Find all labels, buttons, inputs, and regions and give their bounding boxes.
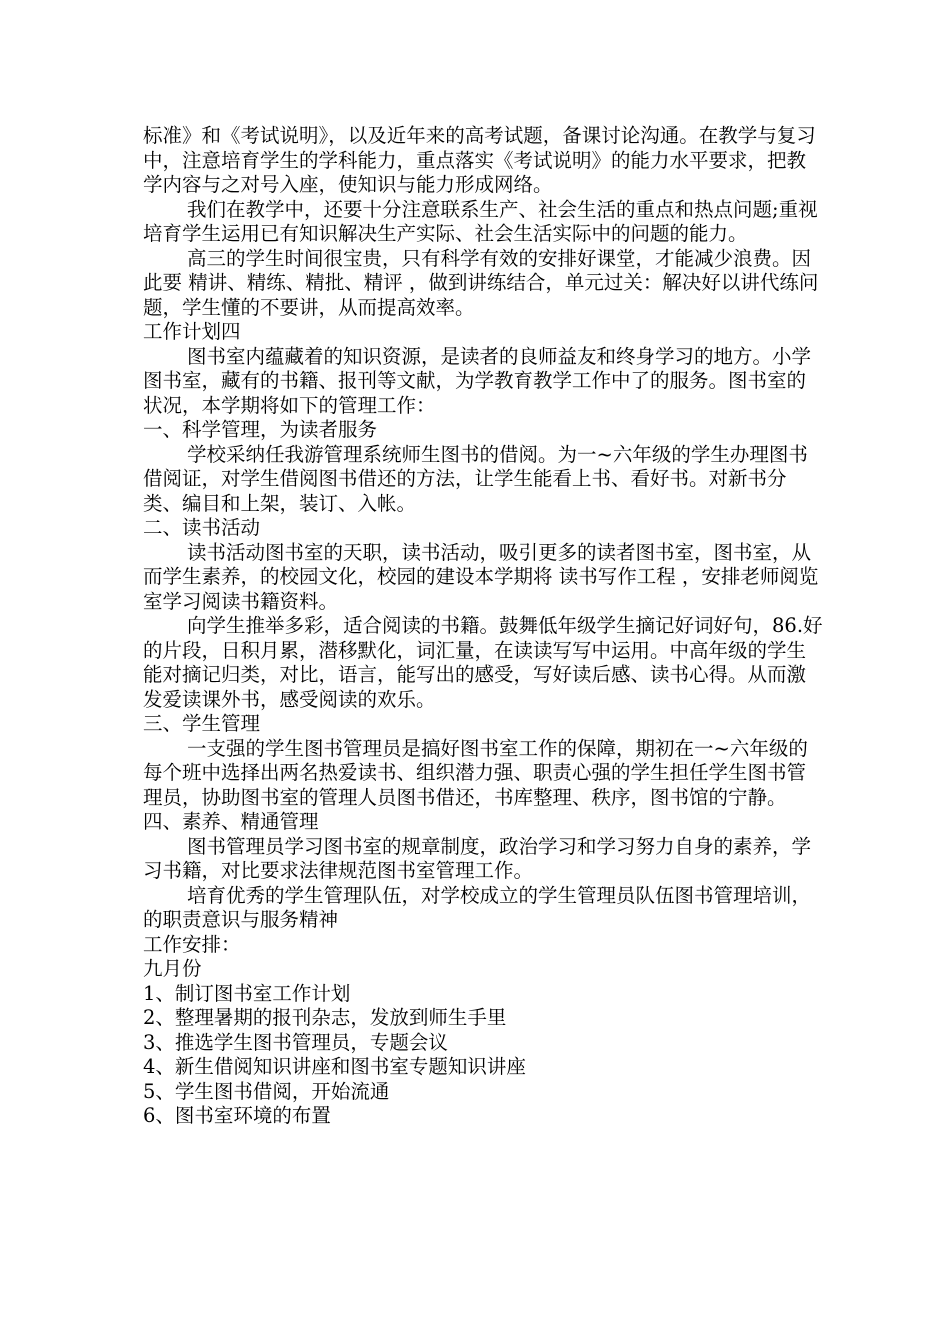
paragraph: 我们在教学中，还要十分注意联系生产、社会生活的重点和热点问题;重视培育学生运用已有知识解决生产实际、社会生活实际中的问题的能力。: [143, 197, 818, 245]
subheading: 三、学生管理: [143, 712, 261, 735]
section-title: 工作计划四: [143, 320, 241, 343]
list-item: 4、新生借阅知识讲座和图书室专题知识讲座: [143, 1055, 526, 1078]
list-item: 6、图书室环境的布置: [143, 1104, 331, 1127]
paragraph: 图书室内蕴藏着的知识资源，是读者的良师益友和终身学习的地方。小学图书室，藏有的书籍、报刊等文献，为学教育教学工作中了的服务。图书室的状况，本学期将如下的管理工作：: [143, 344, 812, 417]
list-heading: 工作安排：: [143, 932, 241, 956]
list-item: 2、整理暑期的报刊杂志，发放到师生手里: [143, 1006, 507, 1029]
subheading: 一、科学管理，为读者服务: [143, 418, 378, 441]
list-item: 1、制订图书室工作计划: [143, 981, 351, 1005]
paragraph: 培育优秀的学生管理队伍，对学校成立的学生管理员队伍图书管理培训，的职责意识与服务精神: [143, 883, 812, 931]
paragraph: 学校采纳任我游管理系统师生图书的借阅。为一~六年级的学生办理图书借阅证，对学生借阅图书借还的方法，让学生能看上书、看好书。对新书分类、编目和上架，装订、入帐。: [143, 442, 808, 515]
paragraph: 一支强的学生图书管理员是搞好图书室工作的保障，期初在一~六年级的每个班中选择出两名热爱读书、组织潜力强、职责心强的学生担任学生图书管理员，协助图书室的管理人员图书借还，书库整理、秩序，图书馆的宁静。: [143, 736, 808, 809]
paragraph: 向学生推举多彩，适合阅读的书籍。鼓舞低年级学生摘记好词好句，86.好的片段，日积月累，潜移默化，词汇量，在读读写写中运用。中高年级的学生能对摘记归类，对比，语言，能写出的感受，写好读后感、读书心得。从而激发爱读课外书，感受阅读的欢乐。: [143, 614, 823, 711]
paragraph-continuation: 标准》和《考试说明》，以及近年来的高考试题，备课讨论沟通。在教学与复习中，注意培育学生的学科能力，重点落实《考试说明》的能力水平要求，把教学内容与之对号入座，使知识与能力形成网络。: [143, 124, 816, 196]
list-item: 5、学生图书借阅，开始流通: [143, 1079, 390, 1103]
subheading: 二、读书活动: [143, 516, 261, 539]
paragraph: 高三的学生时间很宝贵，只有科学有效的安排好课堂，才能减少浪费。因此要 精讲、精练、精批、精评 ，做到讲练结合，单元过关：解决好以讲代练问题，学生懂的不要讲，从而提高效率。: [143, 246, 819, 319]
paragraph: 读书活动图书室的天职，读书活动，吸引更多的读者图书室，图书室，从而学生素养，的校园文化，校园的建设本学期将 读书写作工程 ，安排老师阅览室学习阅读书籍资料。: [143, 540, 819, 613]
document-body: [143, 124, 823, 1129]
list-item: 3、推选学生图书管理员，专题会议: [143, 1030, 448, 1054]
paragraph: 图书管理员学习图书室的规章制度，政治学习和学习努力自身的素养，学习书籍，对比要求法律规范图书室管理工作。: [143, 834, 812, 882]
list-month: 九月份: [143, 957, 202, 980]
subheading: 四、素养、精通管理: [143, 810, 319, 833]
